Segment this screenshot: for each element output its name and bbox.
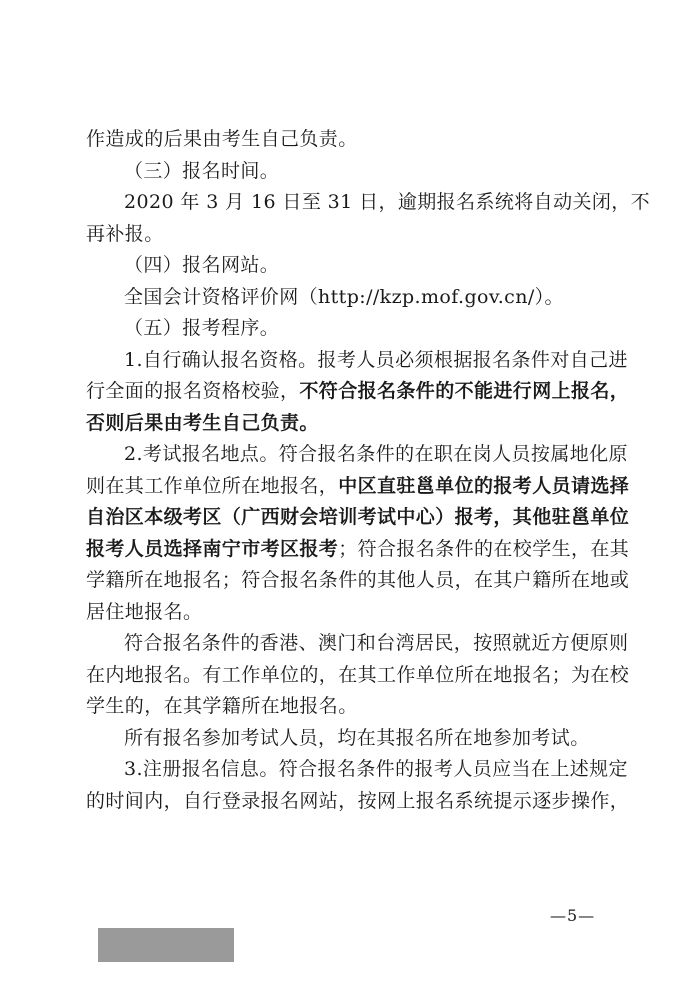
bold-text: 中区直驻邕单位的报考人员请选择: [338, 474, 630, 497]
document-body: [86, 124, 651, 817]
bold-text: 不符合报名条件的不能进行网上报名，: [299, 380, 630, 402]
heading-registration-procedure: （五）报考程序。: [124, 317, 280, 339]
paragraph-step-1: 1.自行确认报名资格。报考人员必须根据报名条件对自己进 行全面的报名资格校验，不符合报名条件的不能进行网上报名， 否则后果由考生自己负责。: [86, 345, 614, 440]
paragraph-hk-macao-taiwan: 符合报名条件的香港、澳门和台湾居民，按照就近方便原则 在内地报名。有工作单位的，在其工作单位所在地报名；为在校 学生的，在其学籍所在地报名。: [86, 632, 630, 717]
paragraph-step-2: 2.考试报名地点。符合报名条件的在职在岗人员按属地化原 则在其工作单位所在地报名，中区直驻邕单位的报考人员请选择 自治区本级考区（广西财会培训考试中心）报考，其他驻邕单位 报考人员选择南宁市考区报考；符合报名条件的在校学生，在其 学籍所在地报名；符合报名条件的其他人员，在其户籍所在地或 居住地报名。: [86, 443, 630, 623]
page-number: —5—: [550, 906, 596, 925]
bold-text: 否则后果由考生自己负责。: [86, 411, 319, 434]
bold-text: 报考人员选择南宁市考区报考: [86, 537, 339, 560]
heading-registration-website: （四）报名网站。: [124, 254, 280, 276]
paragraph-step-3: 3.注册报名信息。符合报名条件的报考人员应当在上述规定 的时间内，自行登录报名网站，按网上报名系统提示逐步操作，: [86, 758, 630, 812]
bold-text: 自治区本级考区（广西财会培训考试中心）报考，其他驻邕单位: [86, 506, 630, 528]
heading-registration-time: （三）报名时间。: [124, 159, 280, 182]
redaction-box: [98, 928, 234, 962]
paragraph-consequence: 作造成的后果由考生自己负责。: [86, 128, 358, 150]
paragraph-website-url: 全国会计资格评价网（http://kzp.mof.gov.cn/）。: [124, 285, 564, 308]
paragraph-registration-dates: 2020 年 3 月 16 日至 31 日，逾期报名系统将自动关闭，不 再补报。: [86, 191, 651, 245]
paragraph-exam-location: 所有报名参加考试人员，均在其报名所在地参加考试。: [124, 726, 590, 749]
